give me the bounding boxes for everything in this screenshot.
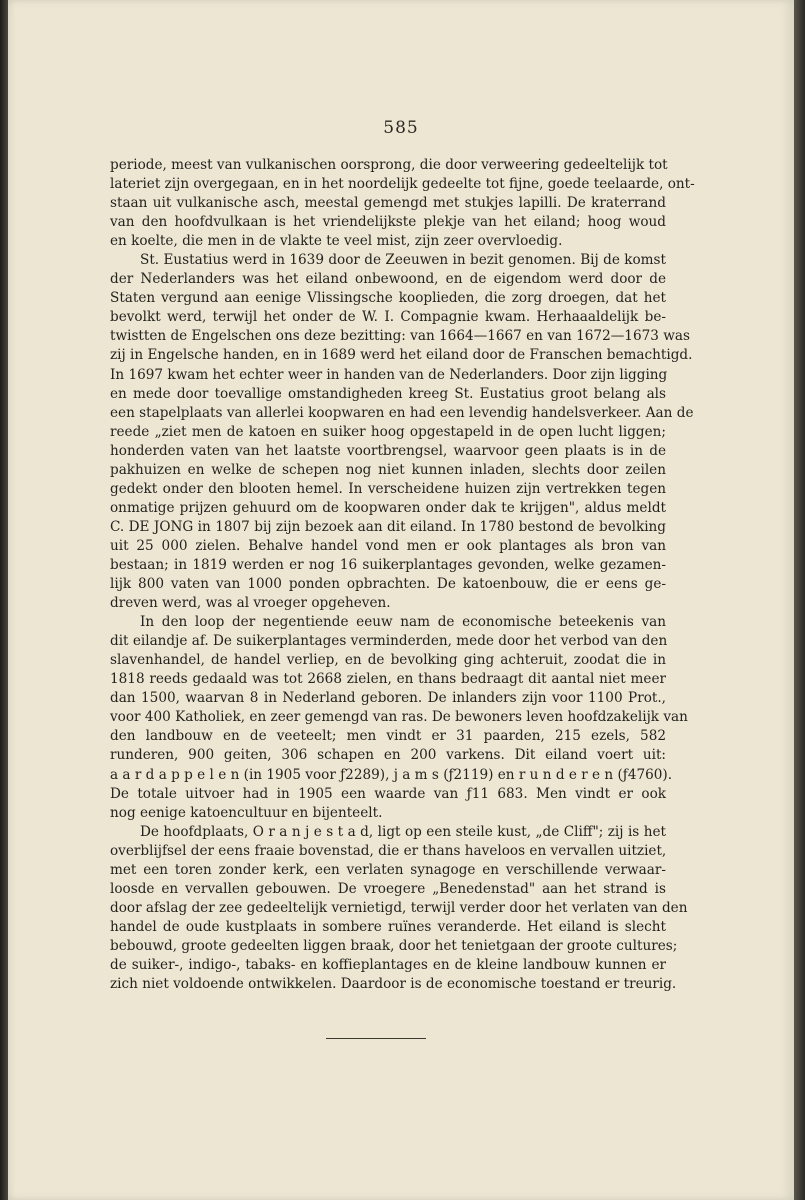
- text-line: loosde en vervallen gebouwen. De vroegere „Benedenstad" aan het strand is: [110, 880, 666, 897]
- text-line: onmatige prijzen gehuurd om de koopwaren onder dak te krijgen", aldus meldt: [110, 499, 666, 516]
- text-line: zij in Engelsche handen, en in 1689 werd het eiland door de Franschen bemachtigd.: [110, 347, 693, 364]
- book-page: [8, 0, 794, 1200]
- text-line: voor 400 Katholiek, en zeer gemengd van ras. De bewoners leven hoofdzakelijk van: [110, 709, 688, 726]
- text-line: uit 25 000 zielen. Behalve handel vond men er ook plantages als bron van: [110, 537, 666, 554]
- text-line: den landbouw en de veeteelt; men vindt er 31 paarden, 215 ezels, 582: [110, 728, 666, 745]
- text-line: dan 1500, waarvan 8 in Nederland geboren. De inlanders zijn voor 1100 Prot.,: [110, 690, 666, 707]
- text-line: een stapelplaats van allerlei koopwaren en had een levendig handelsverkeer. Aan de: [110, 404, 694, 421]
- text-line: De totale uitvoer had in 1905 een waarde van ƒ11 683. Men vindt er ook: [110, 785, 666, 802]
- text-line: handel de oude kustplaats in sombere ruïnes veranderde. Het eiland is slecht: [110, 918, 666, 935]
- text-line: staan uit vulkanische asch, meestal gemengd met stukjes lapilli. De kraterrand: [110, 195, 666, 212]
- text-line: lateriet zijn overgegaan, en in het noordelijk gedeelte tot fijne, goede teelaarde, ont-: [110, 176, 695, 193]
- text-line: In den loop der negentiende eeuw nam de economische beteekenis van: [140, 614, 666, 631]
- text-line: bestaan; in 1819 werden er nog 16 suikerplantages gevonden, welke gezamen-: [110, 556, 666, 573]
- text-line: gedekt onder den blooten hemel. In verscheidene huizen zijn vertrekken tegen: [110, 480, 666, 497]
- text-line: bevolkt werd, terwijl het onder de W. I. Compagnie kwam. Herhaaaldelijk be-: [110, 309, 666, 326]
- book-spine: [0, 0, 8, 1200]
- text-line: bebouwd, groote gedeelten liggen braak, door het tenietgaan der groote cultures;: [110, 937, 678, 954]
- text-line: zich niet voldoende ontwikkelen. Daardoor is de economische toestand er treurig.: [110, 976, 677, 993]
- page-edge: [794, 0, 805, 1200]
- closing-rule: [326, 1038, 426, 1039]
- text-line: overblijfsel der eens fraaie bovenstad, die er thans haveloos en vervallen uitziet,: [110, 842, 667, 859]
- text-line: dreven werd, was al vroeger opgeheven.: [110, 595, 391, 612]
- text-line: reede „ziet men de katoen en suiker hoog opgestapeld in de open lucht liggen;: [110, 423, 666, 440]
- text-line: In 1697 kwam het echter weer in handen van de Nederlanders. Door zijn ligging: [110, 366, 668, 383]
- text-line: Staten vergund aan eenige Vlissingsche kooplieden, die zorg droegen, dat het: [110, 290, 666, 307]
- text-line: en koelte, die men in de vlakte te veel mist, zijn zeer overvloedig.: [110, 233, 563, 250]
- text-line: slavenhandel, de handel verliep, en de bevolking ging achteruit, zoodat die in: [110, 652, 666, 669]
- text-line: dit eilandje af. De suikerplantages verminderden, mede door het verbod van den: [110, 633, 668, 650]
- text-line: a a r d a p p e l e n (in 1905 voor ƒ2289), j a m s (ƒ2119) en r u n d e r e n (ƒ4760).: [110, 766, 673, 783]
- text-line: 1818 reeds gedaald was tot 2668 zielen, en thans bedraagt dit aantal niet meer: [110, 671, 666, 688]
- text-line: runderen, 900 geiten, 306 schapen en 200 varkens. Dit eiland voert uit:: [110, 747, 666, 764]
- text-line: de suiker-, indigo-, tabaks- en koffieplantages en de kleine landbouw kunnen er: [110, 956, 666, 973]
- text-line: nog eenige katoencultuur en bijenteelt.: [110, 804, 383, 821]
- text-line: door afslag der zee gedeeltelijk vernietigd, terwijl verder door het verlaten van den: [110, 899, 688, 916]
- text-line: periode, meest van vulkanischen oorsprong, die door verweering gedeeltelijk tot: [110, 157, 668, 173]
- text-line: De hoofdplaats, O r a n j e s t a d, ligt op een steile kust, „de Cliff"; zij is het: [140, 823, 666, 840]
- text-line: van den hoofdvulkaan is het vriendelijkste plekje van het eiland; hoog woud: [110, 214, 666, 231]
- text-line: St. Eustatius werd in 1639 door de Zeeuwen in bezit genomen. Bij de komst: [140, 252, 666, 269]
- page-number: 585: [383, 118, 419, 138]
- text-line: met een toren zonder kerk, een verlaten synagoge en verschillende verwaar-: [110, 861, 666, 878]
- text-line: lijk 800 vaten van 1000 ponden opbrachten. De katoenbouw, die er eens ge-: [110, 576, 666, 593]
- text-line: pakhuizen en welke de schepen nog niet kunnen inladen, slechts door zeilen: [110, 461, 666, 478]
- text-line: twistten de Engelschen ons deze bezitting: van 1664—1667 en van 1672—1673 was: [110, 328, 690, 345]
- text-line: C. DE JONG in 1807 bij zijn bezoek aan dit eiland. In 1780 bestond de bevolking: [110, 518, 666, 535]
- body-text: [110, 156, 695, 994]
- text-line: en mede door toevallige omstandigheden kreeg St. Eustatius groot belang als: [110, 385, 666, 402]
- text-line: der Nederlanders was het eiland onbewoond, en de eigendom werd door de: [110, 271, 666, 288]
- text-line: honderden vaten van het laatste voortbrengsel, waarvoor geen plaats is in de: [110, 442, 666, 459]
